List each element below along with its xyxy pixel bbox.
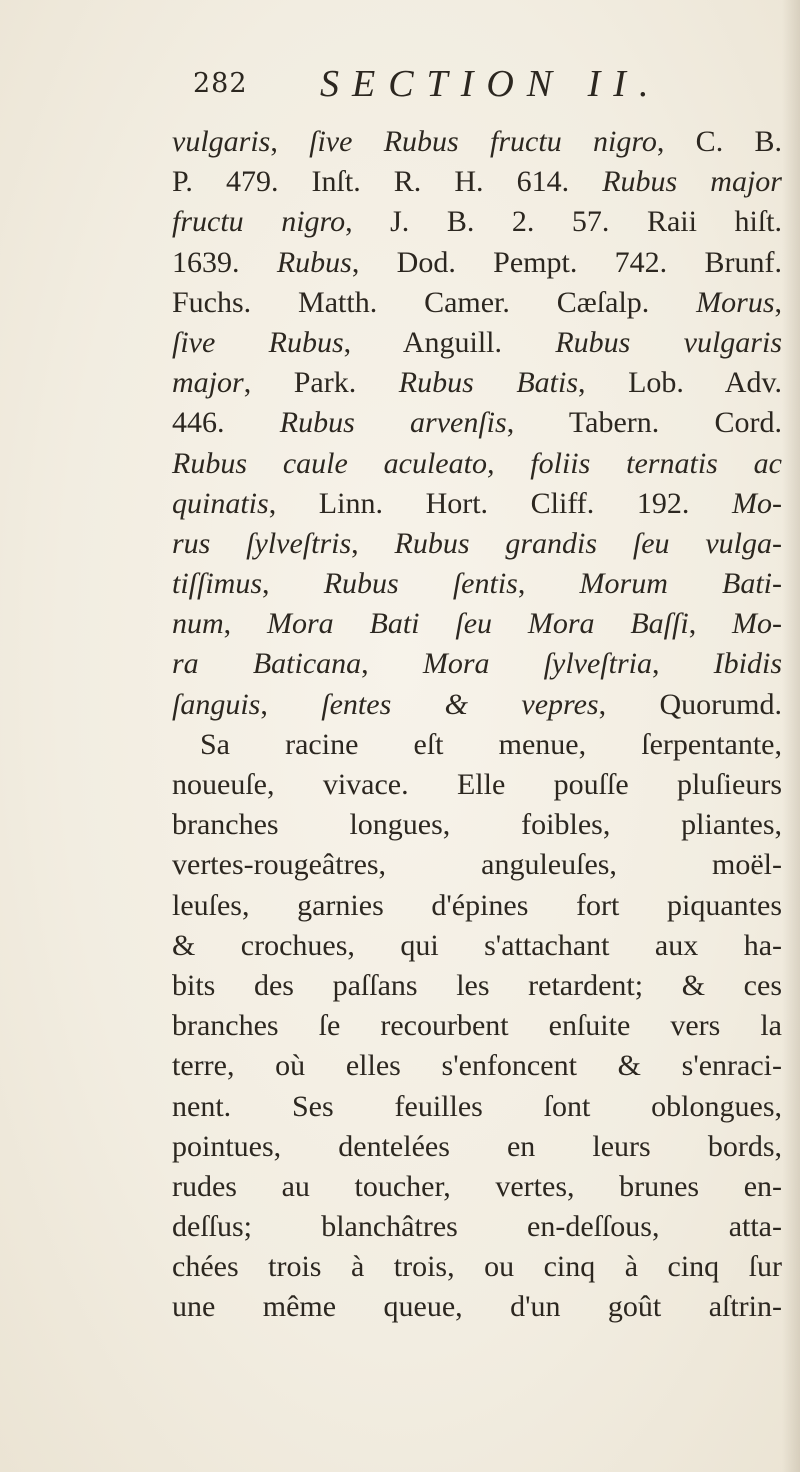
italic-text: vulgaris [172, 125, 271, 158]
text-line [172, 1127, 782, 1167]
text-line [172, 886, 782, 926]
text-line [172, 604, 782, 644]
page-number: 282 [193, 68, 248, 99]
text-line [172, 1167, 782, 1207]
text-line [172, 1247, 782, 1287]
text-line [172, 1006, 782, 1046]
roman-text: , Dod. Pempt. 742. Brunf. [351, 245, 783, 279]
text-line [172, 162, 782, 202]
italic-text: ra Baticana [172, 647, 362, 681]
roman-text: vertes-rougeâtres, anguleuſes, moël- [172, 848, 782, 882]
italic-text: ſanguis [172, 687, 261, 721]
roman-text: , [270, 125, 310, 158]
text-line [172, 283, 782, 323]
text-line [172, 564, 782, 604]
roman-text: , Park. [243, 366, 399, 400]
roman-text: nent. Ses feuilles ſont oblongues, [172, 1089, 782, 1123]
roman-text: , Linn. Hort. Cliff. 192. [268, 486, 733, 520]
text-line [172, 363, 782, 403]
italic-text: rus ſylveſtris [172, 526, 352, 560]
page-edge-shadow [782, 0, 800, 1472]
text-line [172, 122, 782, 162]
text-line [172, 403, 782, 443]
italic-text: ſive Rubus [172, 325, 344, 359]
roman-text: bits des paſſans les retardent; & ces [172, 968, 782, 1002]
italic-text: Rubus Batis [398, 366, 579, 400]
roman-text: P. 479. Inſt. R. H. 614. [172, 165, 603, 199]
italic-text: Rubus vulgaris [555, 325, 782, 359]
italic-text: Rubus caule aculeato, foliis ternatis ac [172, 446, 782, 480]
italic-text: Rubus major [602, 165, 782, 199]
roman-text: branches ſe recourbent enſuite vers la [172, 1009, 782, 1043]
roman-text: noueuſe, vivace. Elle pouſſe pluſieurs [172, 768, 782, 801]
italic-text: Mora ſylveſtria [422, 647, 652, 681]
roman-text: 1639. [172, 245, 277, 279]
italic-text: Rubus grandis ſeu vulga- [394, 526, 783, 560]
text-line [172, 805, 782, 845]
roman-text: , [774, 285, 782, 319]
italic-text: tiſſimus [172, 567, 263, 601]
italic-text: Ibidis [713, 647, 782, 681]
italic-text: Morus [696, 285, 775, 319]
text-line [172, 926, 782, 966]
roman-text: , Quorumd. [598, 687, 783, 721]
italic-text: ſentes & vepres [321, 687, 599, 721]
text-line [172, 202, 782, 242]
text-line [172, 323, 782, 363]
italic-text: Rubus arvenſis [279, 406, 507, 440]
text-line [172, 1087, 782, 1127]
italic-text: Mora Bati ſeu Mora Baſſi [267, 607, 689, 641]
text-line [172, 644, 782, 684]
roman-text: terre, où elles s'enfoncent & s'enraci- [172, 1049, 782, 1083]
roman-text: , J. B. 2. 57. Raii hiſt. [345, 205, 782, 239]
text-line [172, 1207, 782, 1247]
text-line [172, 845, 782, 885]
roman-text: pointues, dentelées en leurs bords, [172, 1129, 782, 1163]
roman-text: , [688, 607, 733, 641]
roman-text: , [351, 526, 395, 560]
roman-text: , [260, 687, 322, 721]
body-text [172, 122, 782, 1328]
roman-text: rudes au toucher, vertes, brunes en- [172, 1169, 782, 1203]
italic-text: Mo- [732, 486, 782, 520]
italic-text: Rubus ſentis [323, 567, 518, 601]
text-line [172, 1046, 782, 1086]
roman-text: une même queue, d'un goût aſtrin- [172, 1290, 782, 1324]
text-line [172, 725, 782, 765]
text-line [172, 765, 782, 805]
roman-text: branches longues, foibles, pliantes, [172, 808, 782, 842]
italic-text: quinatis [172, 486, 269, 520]
roman-text: chées trois à trois, ou cinq à cinq ſur [172, 1250, 782, 1284]
roman-text: Fuchs. Matth. Camer. Cæſalp. [172, 285, 697, 319]
roman-text: , [223, 607, 268, 641]
page-header [193, 62, 663, 112]
text-line [172, 966, 782, 1006]
italic-text: Mo- [732, 607, 783, 641]
italic-text: Rubus [276, 245, 352, 279]
text-line [172, 685, 782, 725]
italic-text: major [172, 366, 244, 400]
italic-text: Morum Bati- [579, 567, 783, 601]
running-head: SECTION II. [320, 63, 662, 105]
roman-text: leuſes, garnies d'épines fort piquantes [172, 888, 782, 922]
roman-text: , [517, 567, 580, 601]
roman-text: , [361, 647, 423, 681]
text-line [172, 484, 782, 524]
text-line [172, 524, 782, 564]
text-line [172, 444, 782, 484]
text-line [172, 243, 782, 283]
italic-text: num [172, 607, 224, 641]
roman-text: , Lob. Adv. [578, 366, 783, 400]
italic-text: fructu nigro [172, 205, 346, 239]
roman-text: 446. [172, 406, 280, 440]
roman-text: , [262, 567, 324, 601]
text-line [172, 1287, 782, 1327]
roman-text: , [651, 647, 714, 681]
roman-text: , C. B. [656, 125, 782, 158]
roman-text: Sa racine eſt menue, ſerpentante, [200, 727, 782, 761]
roman-text: , Tabern. Cord. [506, 406, 783, 440]
roman-text: , Anguill. [343, 325, 556, 359]
roman-text: & crochues, qui s'attachant aux ha- [172, 928, 782, 962]
roman-text: deſſus; blanchâtres en-deſſous, atta- [172, 1210, 782, 1244]
italic-text: ſive Rubus fructu nigro [309, 125, 657, 158]
